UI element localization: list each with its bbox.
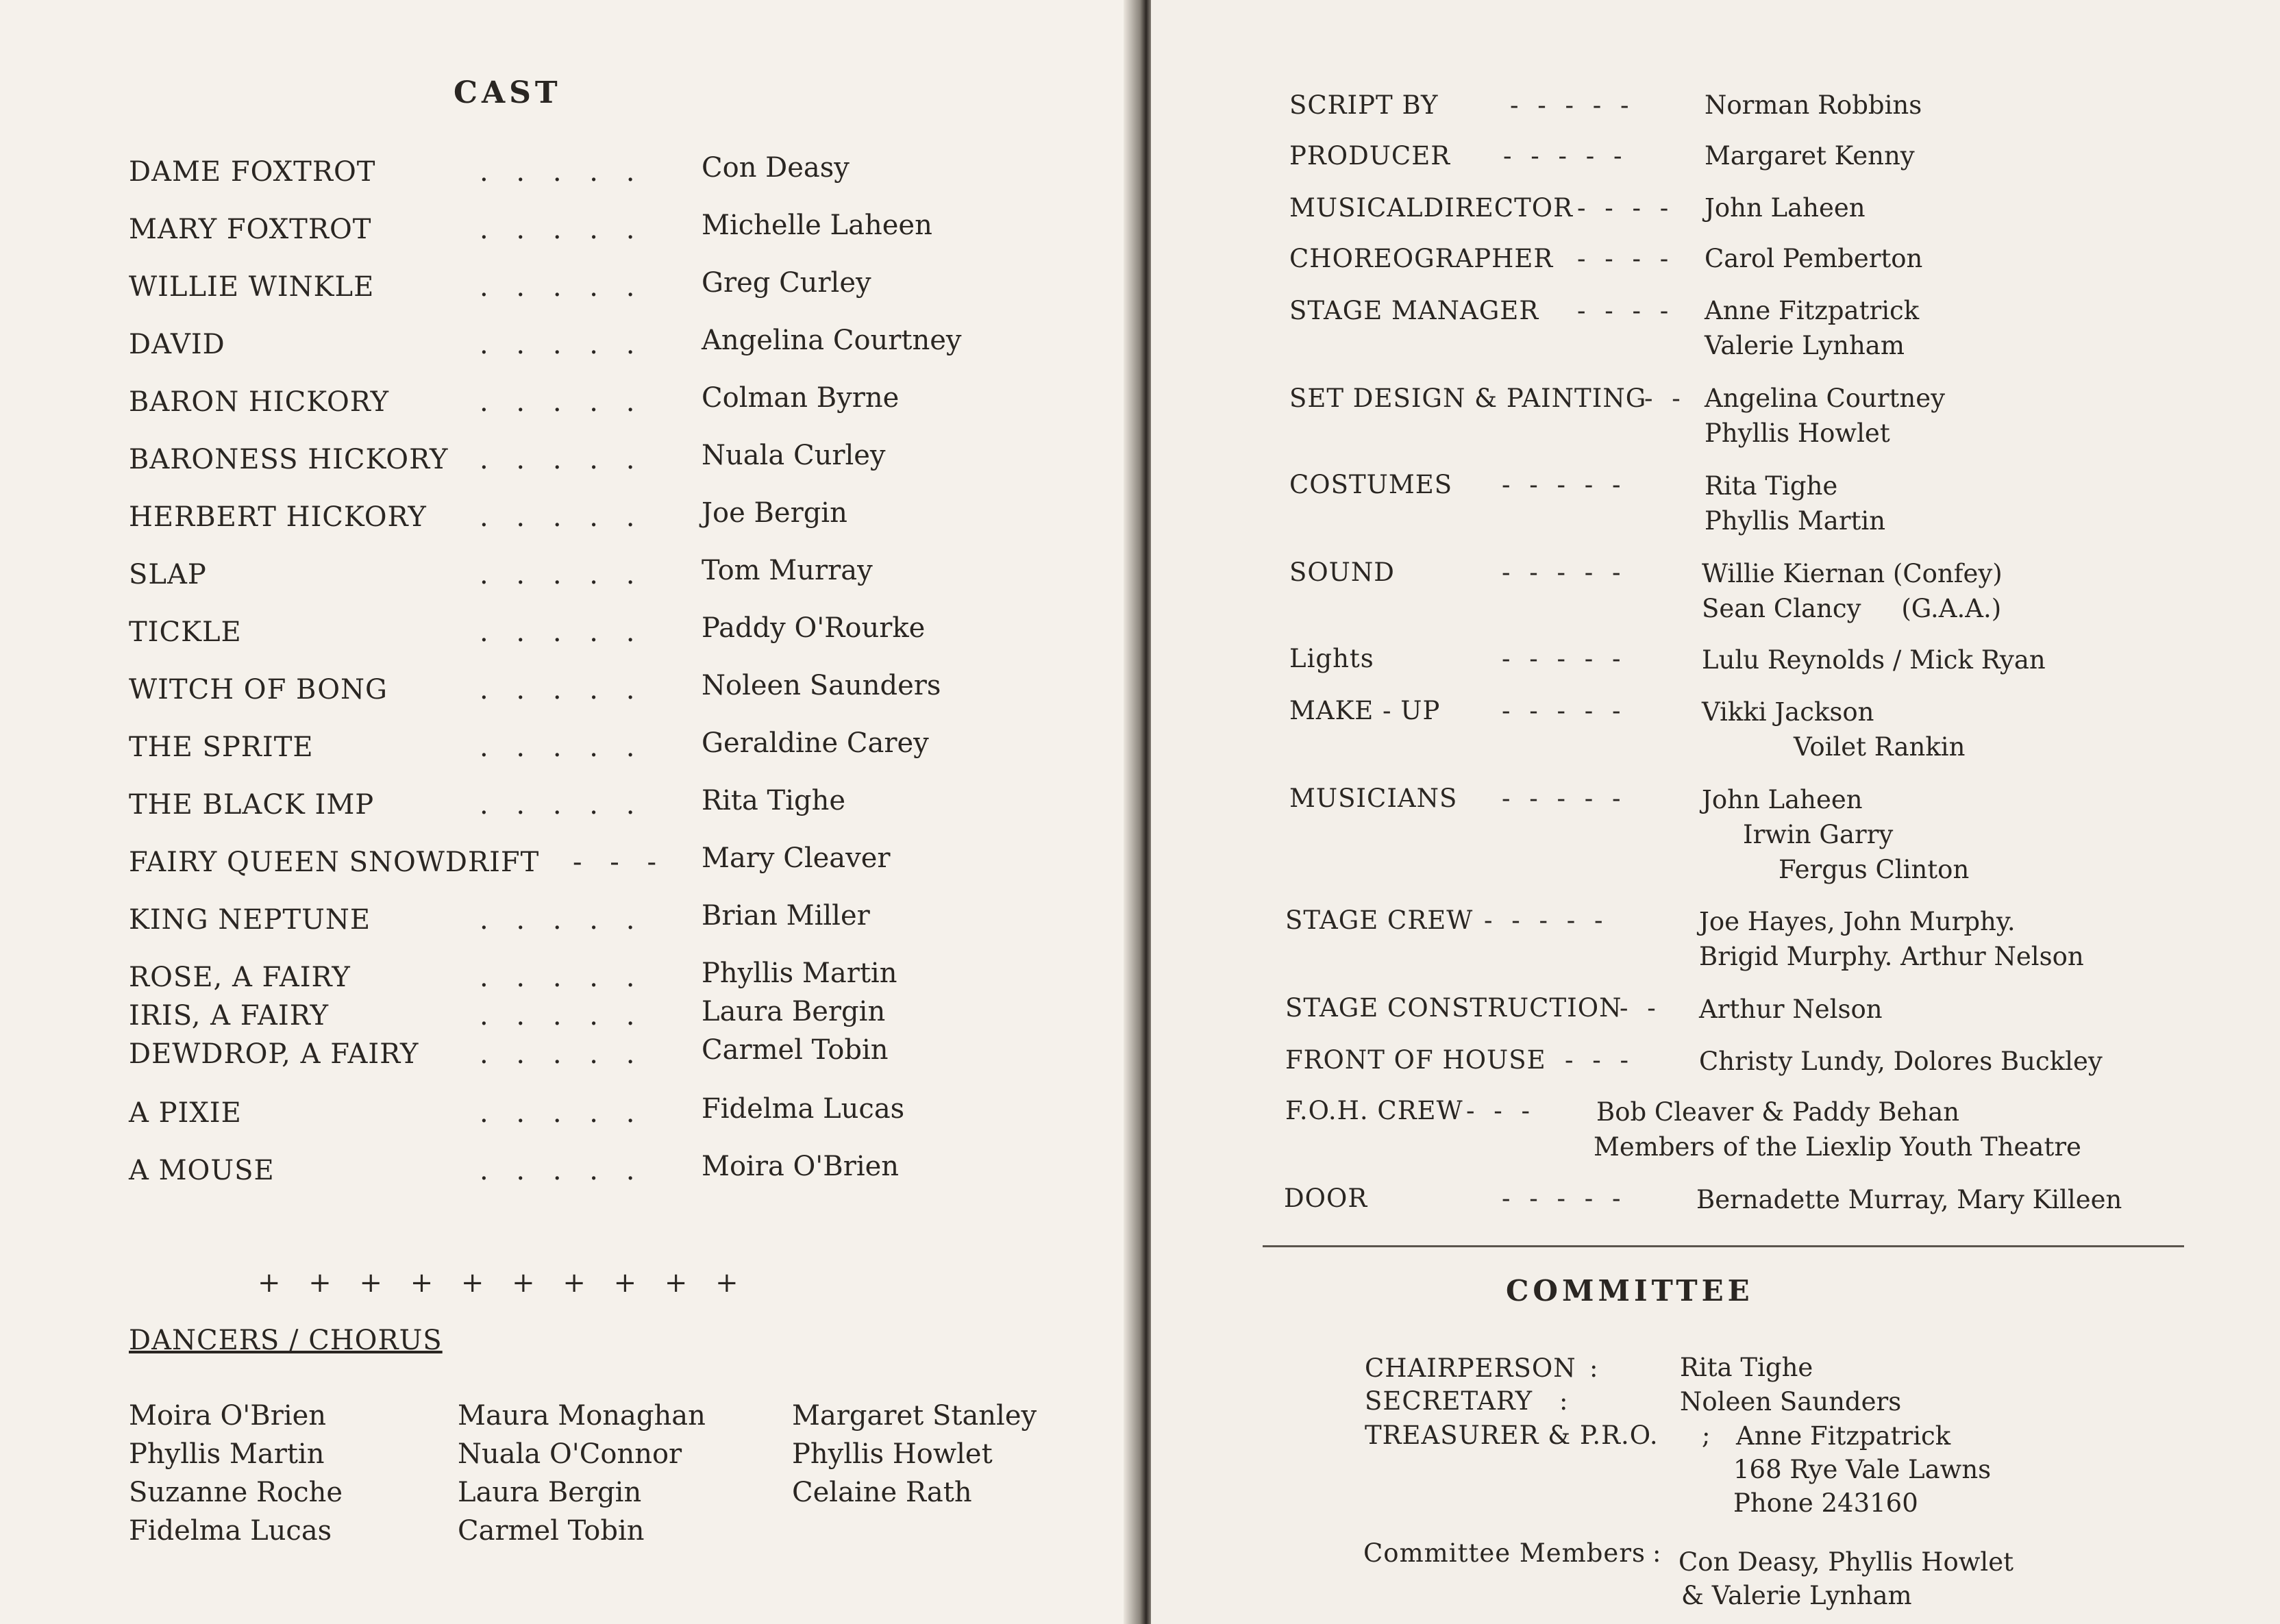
crew-name: Bernadette Murray, Mary Killeen (1696, 1185, 2122, 1214)
leader-dashes: - - - (1466, 1096, 1536, 1125)
leader-dots: . . . . . (480, 1000, 645, 1032)
crew-name: Rita Tighe (1705, 471, 1838, 501)
separator-line: + + + + + + + + + + (258, 1267, 748, 1299)
committee-name: Noleen Saunders (1680, 1387, 1902, 1416)
leader-dashes: - - - (1565, 1045, 1635, 1075)
leader-dashes: - - - - (1577, 193, 1674, 223)
committee-name: Rita Tighe (1680, 1353, 1813, 1382)
leader-dots: . . . . . (480, 674, 645, 705)
leader-dashes: - - (1620, 993, 1661, 1023)
crew-role: STAGE CREW (1285, 905, 1474, 935)
cast-role: DAVID (129, 329, 225, 360)
cast-actor: Mary Cleaver (702, 842, 891, 874)
dancer-name: Suzanne Roche (129, 1477, 343, 1508)
committee-name: Anne Fitzpatrick (1736, 1421, 1951, 1451)
crew-name: Brigid Murphy. Arthur Nelson (1699, 942, 2084, 971)
committee-colon: : (1652, 1538, 1661, 1568)
leader-dashes: - - - - - (1502, 470, 1626, 499)
cast-actor: Phyllis Martin (702, 958, 897, 989)
committee-colon: : (1589, 1353, 1598, 1383)
cast-actor: Tom Murray (702, 555, 873, 586)
crew-name: Norman Robbins (1705, 90, 1922, 120)
leader-dashes: - - - - - (1510, 90, 1635, 120)
cast-role: MARY FOXTROT (129, 214, 372, 245)
crew-name: Irwin Garry (1743, 820, 1894, 849)
dancer-name: Moira O'Brien (129, 1400, 327, 1432)
cast-actor: Colman Byrne (702, 382, 900, 414)
dancer-name: Fidelma Lucas (129, 1515, 332, 1547)
crew-name: Bob Cleaver & Paddy Behan (1596, 1097, 1960, 1127)
cast-role: A MOUSE (129, 1155, 275, 1186)
dancer-name: Nuala O'Connor (458, 1438, 682, 1470)
dancer-name: Phyllis Howlet (792, 1438, 993, 1470)
leader-dashes: - - - - - (1502, 558, 1626, 587)
cast-role: SLAP (129, 559, 207, 590)
dancer-name: Maura Monaghan (458, 1400, 706, 1432)
crew-role: DOOR (1284, 1184, 1368, 1213)
crew-name: Phyllis Howlet (1705, 419, 1890, 448)
crew-role: MAKE - UP (1289, 696, 1441, 725)
leader-dashes: - - - - - (1502, 644, 1626, 673)
crew-name: Joe Hayes, John Murphy. (1699, 907, 2016, 936)
cast-role: DAME FOXTROT (129, 156, 376, 188)
crew-name: Margaret Kenny (1705, 141, 1915, 171)
leader-dashes: - - - - - (1503, 141, 1628, 171)
crew-role: SET DESIGN & PAINTING (1289, 384, 1647, 413)
committee-colon: ; (1702, 1421, 1711, 1450)
committee-name: & Valerie Lynham (1681, 1581, 1912, 1610)
cast-role: ROSE, A FAIRY (129, 962, 351, 993)
dancer-name: Carmel Tobin (458, 1515, 645, 1547)
cast-actor: Michelle Laheen (702, 210, 932, 241)
leader-dashes: - - - - (1577, 244, 1674, 273)
cast-role: IRIS, A FAIRY (129, 1000, 329, 1032)
cast-actor: Brian Miller (702, 900, 870, 932)
committee-role: Committee Members (1363, 1538, 1646, 1568)
leader-dots: . . . . . (480, 904, 645, 936)
crew-role: STAGE CONSTRUCTION (1285, 993, 1622, 1023)
crew-role: PRODUCER (1289, 141, 1451, 171)
committee-colon: : (1559, 1386, 1568, 1416)
leader-dots: . . . . . (480, 386, 645, 418)
dancer-name: Laura Bergin (458, 1477, 642, 1508)
leader-dashes: - - - - - (1484, 905, 1609, 935)
committee-heading: COMMITTEE (1506, 1274, 1754, 1308)
cast-role: TICKLE (129, 616, 242, 648)
crew-name: John Laheen (1705, 193, 1866, 223)
cast-role: BARONESS HICKORY (129, 444, 449, 475)
cast-role: DEWDROP, A FAIRY (129, 1038, 419, 1070)
cast-actor: Angelina Courtney (702, 325, 962, 356)
crew-name: Fergus Clinton (1779, 855, 1970, 884)
crew-role: CHOREOGRAPHER (1289, 244, 1554, 273)
cast-role: WITCH OF BONG (129, 674, 388, 705)
cast-role: HERBERT HICKORY (129, 501, 427, 533)
crew-role: MUSICALDIRECTOR (1289, 193, 1573, 223)
cast-actor: Noleen Saunders (702, 670, 941, 701)
crew-role: SCRIPT BY (1289, 90, 1439, 120)
leader-dots: . . . . . (480, 501, 645, 533)
crew-name: Phyllis Martin (1705, 506, 1886, 536)
crew-name: Willie Kiernan (Confey) (1702, 559, 2003, 588)
leader-dots: . . . . . (480, 616, 645, 648)
cast-role: THE BLACK IMP (129, 789, 375, 821)
committee-role: CHAIRPERSON (1365, 1353, 1576, 1383)
crew-name: Valerie Lynham (1705, 331, 1905, 360)
leader-dashes: - - - - - (1502, 696, 1626, 725)
crew-name: Christy Lundy, Dolores Buckley (1699, 1047, 2103, 1076)
committee-name: Con Deasy, Phyllis Howlet (1678, 1547, 2013, 1577)
leader-dots: . . . . . (480, 789, 645, 821)
cast-actor: Joe Bergin (702, 497, 847, 529)
leader-dots: - - - (573, 847, 666, 878)
crew-role: SOUND (1289, 558, 1395, 587)
cast-actor: Fidelma Lucas (702, 1093, 905, 1125)
crew-name: Anne Fitzpatrick (1705, 296, 1920, 325)
crew-role: FRONT OF HOUSE (1285, 1045, 1546, 1075)
cast-actor: Rita Tighe (702, 785, 846, 816)
crew-name: Voilet Rankin (1794, 732, 1966, 762)
leader-dashes: - - - - (1577, 296, 1674, 325)
committee-address: 168 Rye Vale Lawns (1733, 1455, 1992, 1484)
crew-role: MUSICIANS (1289, 784, 1458, 813)
leader-dashes: - - - - - (1502, 784, 1626, 813)
cast-actor: Nuala Curley (702, 440, 886, 471)
crew-name: Carol Pemberton (1705, 244, 1923, 273)
crew-name: Members of the Liexlip Youth Theatre (1594, 1132, 2081, 1162)
crew-role: STAGE MANAGER (1289, 296, 1539, 325)
cast-actor: Geraldine Carey (702, 727, 929, 759)
crew-name: Lulu Reynolds / Mick Ryan (1702, 645, 2046, 675)
leader-dots: . . . . . (480, 214, 645, 245)
committee-role: SECRETARY (1365, 1386, 1533, 1416)
leader-dashes: - - - - - (1502, 1184, 1626, 1213)
crew-name: Vikki Jackson (1702, 697, 1874, 727)
crew-name: Sean Clancy (G.A.A.) (1702, 594, 2002, 623)
dancer-name: Phyllis Martin (129, 1438, 325, 1470)
section-divider (1263, 1245, 2184, 1247)
crew-role: Lights (1289, 644, 1374, 673)
leader-dots: . . . . . (480, 1097, 645, 1129)
cast-actor: Paddy O'Rourke (702, 612, 926, 644)
crew-name: John Laheen (1702, 785, 1863, 814)
dancer-name: Margaret Stanley (792, 1400, 1037, 1432)
leader-dashes: - - (1644, 384, 1686, 413)
cast-actor: Moira O'Brien (702, 1151, 900, 1182)
cast-role: BARON HICKORY (129, 386, 390, 418)
leader-dots: . . . . . (480, 271, 645, 303)
cast-role: KING NEPTUNE (129, 904, 371, 936)
committee-phone: Phone 243160 (1733, 1488, 1918, 1518)
cast-role: THE SPRITE (129, 732, 314, 763)
cast-role: FAIRY QUEEN SNOWDRIFT (129, 847, 540, 878)
leader-dots: . . . . . (480, 962, 645, 993)
cast-actor: Carmel Tobin (702, 1034, 889, 1066)
crew-name: Angelina Courtney (1705, 384, 1946, 413)
leader-dots: . . . . . (480, 559, 645, 590)
committee-role: TREASURER & P.R.O. (1365, 1421, 1659, 1450)
cast-heading: CAST (454, 75, 562, 110)
crew-name: Arthur Nelson (1699, 995, 1883, 1024)
dancers-heading: DANCERS / CHORUS (129, 1325, 443, 1356)
left-page (0, 0, 1137, 1624)
crew-role: F.O.H. CREW (1285, 1096, 1463, 1125)
cast-actor: Laura Bergin (702, 996, 886, 1027)
crew-role: COSTUMES (1289, 470, 1453, 499)
leader-dots: . . . . . (480, 156, 645, 188)
leader-dots: . . . . . (480, 444, 645, 475)
cast-actor: Greg Curley (702, 267, 871, 299)
cast-actor: Con Deasy (702, 152, 850, 184)
leader-dots: . . . . . (480, 1155, 645, 1186)
cast-role: A PIXIE (129, 1097, 242, 1129)
leader-dots: . . . . . (480, 329, 645, 360)
cast-role: WILLIE WINKLE (129, 271, 375, 303)
leader-dots: . . . . . (480, 1038, 645, 1070)
leader-dots: . . . . . (480, 732, 645, 763)
dancer-name: Celaine Rath (792, 1477, 972, 1508)
